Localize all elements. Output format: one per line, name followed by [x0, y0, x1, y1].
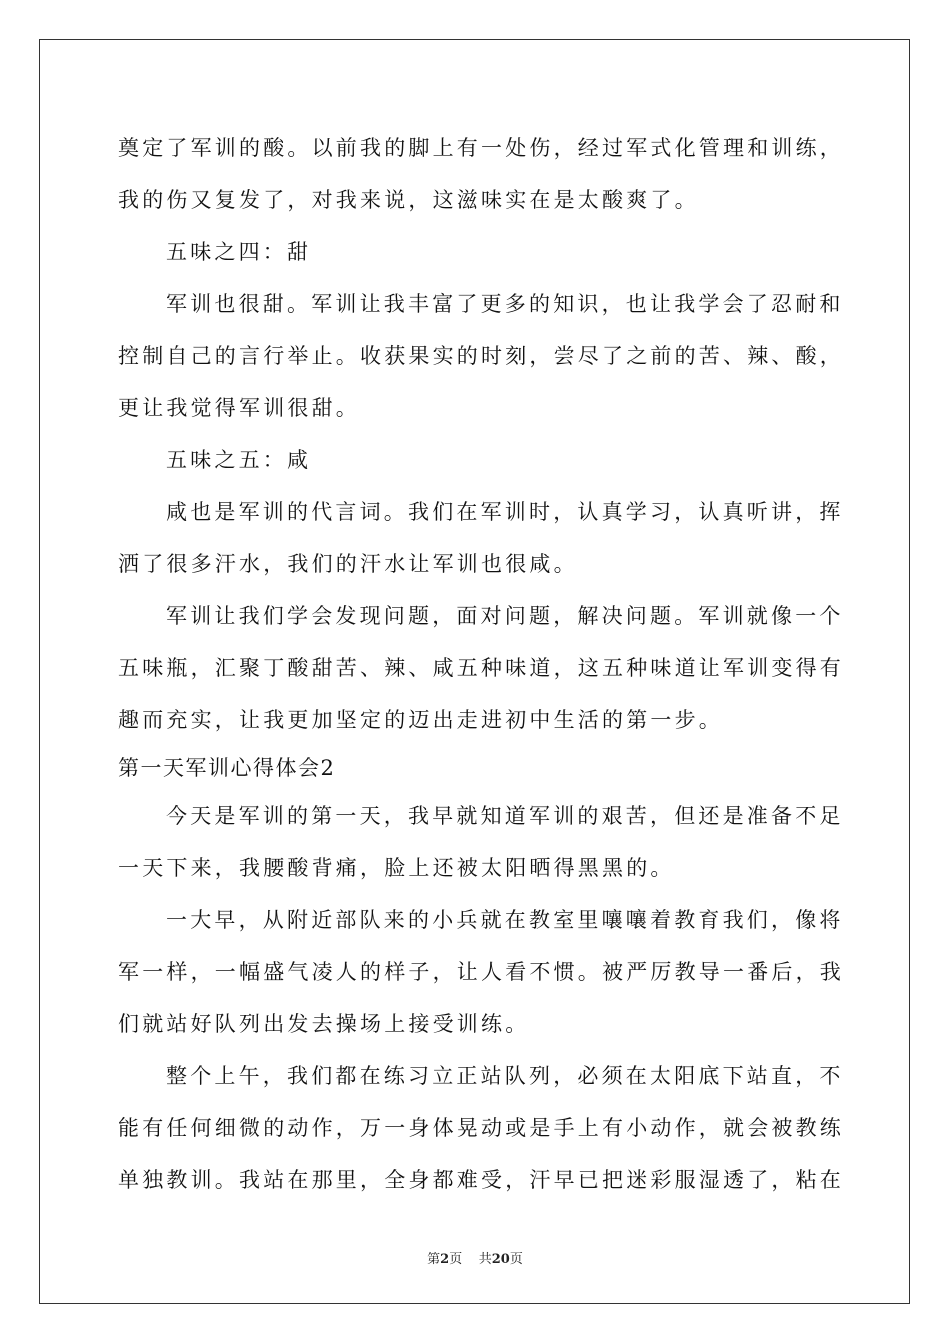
text-line: 军训也很甜。军训让我丰富了更多的知识，也让我学会了忍耐和 — [166, 292, 844, 316]
page-suffix: 页 — [449, 1252, 463, 1267]
article-title: 第一天军训心得体会2 — [118, 756, 336, 780]
text-line: 今天是军训的第一天，我早就知道军训的艰苦，但还是准备不足 — [166, 804, 844, 828]
text-line: 一大早，从附近部队来的小兵就在教室里嚷嚷着教育我们，像将 — [166, 908, 844, 932]
text-line: 整个上午，我们都在练习立正站队列，必须在太阳底下站直，不 — [166, 1064, 844, 1088]
section-heading: 五味之四：甜 — [166, 240, 312, 264]
page-footer — [0, 1248, 950, 1267]
text-line: 一天下来，我腰酸背痛，脸上还被太阳晒得黑黑的。 — [118, 856, 675, 880]
text-line: 奠定了军训的酸。以前我的脚上有一处伤，经过军式化管理和训练， — [118, 136, 844, 160]
text-line: 控制自己的言行举止。收获果实的时刻，尝尽了之前的苦、辣、酸， — [118, 344, 844, 368]
text-line: 洒了很多汗水，我们的汗水让军训也很咸。 — [118, 552, 578, 576]
page-prefix: 第 — [427, 1252, 441, 1267]
page-number: 2 — [440, 1252, 450, 1267]
text-line: 五味瓶，汇聚丁酸甜苦、辣、咸五种味道，这五种味道让军训变得有 — [118, 656, 844, 680]
text-line: 单独教训。我站在那里，全身都难受，汗早已把迷彩服湿透了，粘在 — [118, 1168, 844, 1192]
total-suffix: 页 — [509, 1252, 523, 1267]
text-line: 更让我觉得军训很甜。 — [118, 396, 360, 420]
total-pages: 20 — [491, 1252, 510, 1267]
section-heading: 五味之五：咸 — [166, 448, 312, 472]
text-line: 趣而充实，让我更加坚定的迈出走进初中生活的第一步。 — [118, 708, 723, 732]
text-line: 能有任何细微的动作，万一身体晃动或是手上有小动作，就会被教练 — [118, 1116, 844, 1140]
text-line: 军一样，一幅盛气凌人的样子，让人看不惯。被严厉教导一番后，我 — [118, 960, 844, 984]
text-line: 咸也是军训的代言词。我们在军训时，认真学习，认真听讲，挥 — [166, 500, 844, 524]
text-line: 我的伤又复发了，对我来说，这滋味实在是太酸爽了。 — [118, 188, 699, 212]
text-line: 们就站好队列出发去操场上接受训练。 — [118, 1012, 530, 1036]
text-line: 军训让我们学会发现问题，面对问题，解决问题。军训就像一个 — [166, 604, 844, 628]
total-prefix: 共 — [478, 1252, 492, 1267]
